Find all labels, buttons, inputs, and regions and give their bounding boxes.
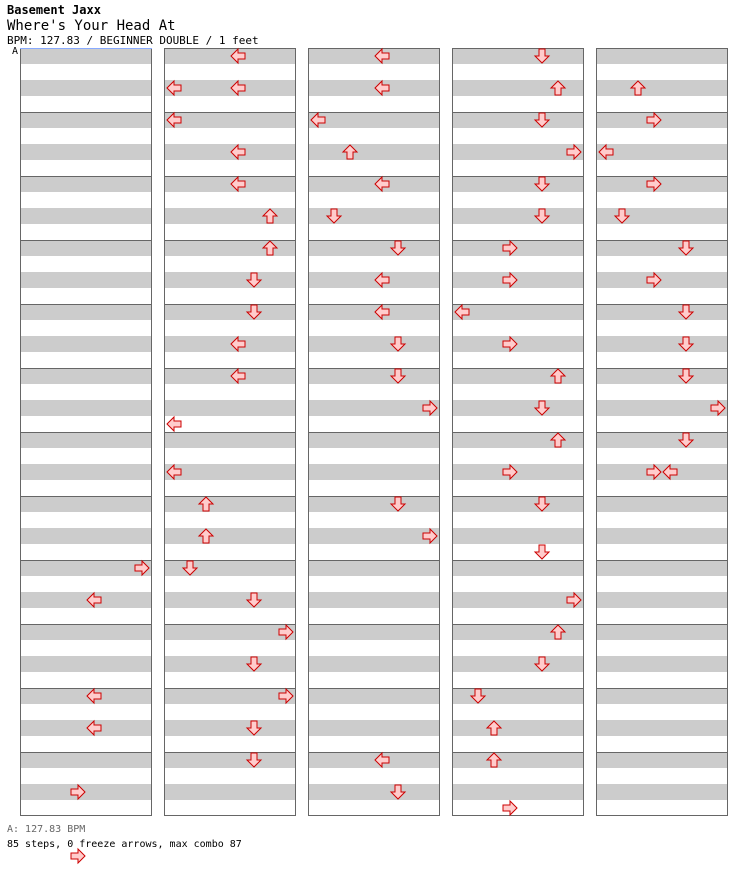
beat-stripe xyxy=(596,304,728,320)
beat-stripe xyxy=(164,688,296,704)
beat-stripe xyxy=(20,496,152,512)
beat-stripe xyxy=(596,528,728,544)
down-arrow-icon xyxy=(535,545,549,559)
beat-stripe xyxy=(308,688,440,704)
beat-stripe xyxy=(20,144,152,160)
beat-stripe xyxy=(164,432,296,448)
beat-stripe xyxy=(308,48,440,64)
chart-column xyxy=(452,48,584,816)
beat-stripe xyxy=(20,560,152,576)
beat-stripe xyxy=(596,752,728,768)
beat-stripe xyxy=(20,752,152,768)
beat-stripe xyxy=(452,464,584,480)
beat-stripe xyxy=(308,464,440,480)
beat-stripe xyxy=(164,464,296,480)
beat-stripe xyxy=(20,656,152,672)
beat-stripe xyxy=(596,624,728,640)
beat-stripe xyxy=(20,784,152,800)
beat-stripe xyxy=(308,176,440,192)
right-arrow-icon xyxy=(503,801,517,815)
beat-stripe xyxy=(308,240,440,256)
beat-stripe xyxy=(164,112,296,128)
beat-stripe xyxy=(20,400,152,416)
beat-stripe xyxy=(308,752,440,768)
beat-stripe xyxy=(20,48,152,64)
beat-stripe xyxy=(20,528,152,544)
beat-stripe xyxy=(596,80,728,96)
beat-stripe xyxy=(596,432,728,448)
beat-stripe xyxy=(596,112,728,128)
beat-stripe xyxy=(596,144,728,160)
beat-stripe xyxy=(20,464,152,480)
footer-stats: 85 steps, 0 freeze arrows, max combo 87 xyxy=(7,839,242,850)
beat-stripe xyxy=(308,432,440,448)
beat-stripe xyxy=(164,496,296,512)
beat-stripe xyxy=(164,752,296,768)
beat-stripe xyxy=(20,272,152,288)
chart-column xyxy=(308,48,440,816)
beat-stripe xyxy=(308,624,440,640)
chart-column xyxy=(164,48,296,816)
beat-stripe xyxy=(452,400,584,416)
beat-stripe xyxy=(452,272,584,288)
beat-stripe xyxy=(596,176,728,192)
beat-stripe xyxy=(20,592,152,608)
beat-stripe xyxy=(20,720,152,736)
beat-stripe xyxy=(308,720,440,736)
beat-stripe xyxy=(596,720,728,736)
beat-stripe xyxy=(308,592,440,608)
beat-stripe xyxy=(164,528,296,544)
chart-arrows xyxy=(23,49,725,876)
beat-stripe xyxy=(308,272,440,288)
chart-columns xyxy=(20,48,728,816)
beat-stripe xyxy=(164,48,296,64)
beat-stripe xyxy=(20,112,152,128)
beat-stripe xyxy=(452,720,584,736)
chart-column xyxy=(20,48,152,816)
beat-stripe xyxy=(20,432,152,448)
beat-stripe xyxy=(596,496,728,512)
beat-stripe xyxy=(452,784,584,800)
beat-stripe xyxy=(308,656,440,672)
beat-stripe xyxy=(164,368,296,384)
beat-stripe xyxy=(164,656,296,672)
left-arrow-icon xyxy=(167,417,181,431)
beat-stripe xyxy=(20,368,152,384)
beat-stripe xyxy=(20,208,152,224)
beat-stripe xyxy=(452,336,584,352)
beat-stripe xyxy=(596,48,728,64)
beat-stripe xyxy=(596,656,728,672)
beat-stripe xyxy=(596,592,728,608)
beat-stripe xyxy=(452,528,584,544)
beat-stripe xyxy=(596,240,728,256)
chart-info: BPM: 127.83 / BEGINNER DOUBLE / 1 feet xyxy=(7,34,259,47)
beat-stripe xyxy=(596,464,728,480)
beat-stripe xyxy=(164,592,296,608)
beat-stripe xyxy=(452,176,584,192)
beat-stripe xyxy=(308,304,440,320)
beat-stripe xyxy=(308,784,440,800)
beat-stripe xyxy=(308,400,440,416)
beat-stripe xyxy=(596,784,728,800)
beat-stripe xyxy=(452,496,584,512)
beat-stripe xyxy=(308,144,440,160)
beat-stripe xyxy=(452,592,584,608)
beat-stripe xyxy=(20,240,152,256)
beat-stripe xyxy=(164,304,296,320)
beat-stripe xyxy=(164,144,296,160)
beat-stripe xyxy=(164,400,296,416)
beat-stripe xyxy=(164,336,296,352)
bpm-marker-label: A xyxy=(12,46,19,57)
beat-stripe xyxy=(452,48,584,64)
beat-stripe xyxy=(20,304,152,320)
beat-stripe xyxy=(20,624,152,640)
beat-stripe xyxy=(308,528,440,544)
beat-stripe xyxy=(20,176,152,192)
beat-stripe xyxy=(164,784,296,800)
beat-stripe xyxy=(164,80,296,96)
beat-stripe xyxy=(308,560,440,576)
beat-stripe xyxy=(596,560,728,576)
beat-stripe xyxy=(452,240,584,256)
beat-stripe xyxy=(308,368,440,384)
beat-stripe xyxy=(596,272,728,288)
song-title: Where's Your Head At xyxy=(7,18,176,34)
beat-stripe xyxy=(452,208,584,224)
beat-stripe xyxy=(452,144,584,160)
chart-column xyxy=(596,48,728,816)
beat-stripe xyxy=(308,112,440,128)
beat-stripe xyxy=(452,752,584,768)
beat-stripe xyxy=(20,336,152,352)
beat-stripe xyxy=(596,336,728,352)
beat-stripe xyxy=(20,80,152,96)
beat-stripe xyxy=(452,560,584,576)
beat-stripe xyxy=(308,80,440,96)
beat-stripe xyxy=(596,368,728,384)
beat-stripe xyxy=(596,688,728,704)
beat-stripe xyxy=(596,400,728,416)
beat-stripe xyxy=(164,272,296,288)
beat-stripe xyxy=(308,496,440,512)
footer-bpm: A: 127.83 BPM xyxy=(7,824,86,835)
beat-stripe xyxy=(164,176,296,192)
beat-stripe xyxy=(452,304,584,320)
beat-stripe xyxy=(452,112,584,128)
artist-name: Basement Jaxx xyxy=(7,3,101,17)
beat-stripe xyxy=(452,656,584,672)
beat-stripe xyxy=(164,720,296,736)
beat-stripe xyxy=(308,336,440,352)
right-arrow-icon xyxy=(71,849,85,863)
beat-stripe xyxy=(164,624,296,640)
beat-stripe xyxy=(20,688,152,704)
